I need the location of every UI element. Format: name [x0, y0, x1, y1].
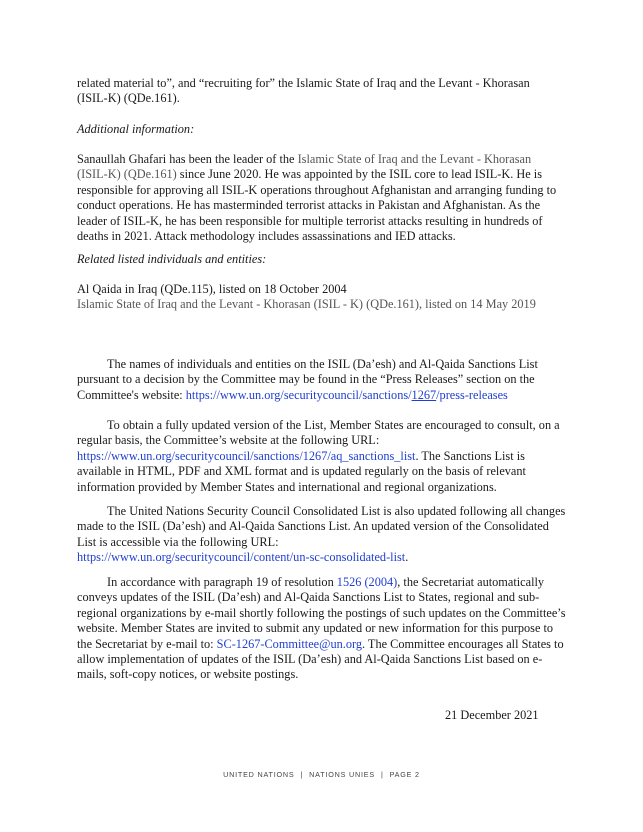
additional-text-a: Sanaullah Ghafari has been the leader of the [77, 152, 298, 166]
additional-info-heading: Additional information: [77, 122, 195, 136]
additional-entity-name: Islamic State of Iraq and the Levant - Khorasan [297, 152, 532, 166]
intro-line-2: (ISIL-K) (QDe.161). [77, 91, 180, 106]
press-releases-link[interactable] [186, 388, 508, 402]
document-date: 21 December 2021 [445, 708, 539, 722]
related-item-1: Al Qaida in Iraq (QDe.115), listed on 18 October 2004 [77, 282, 347, 296]
para4-text-2: , the Secretariat automatically conveys updates of the ISIL (Da’esh) and Al-Qaida Sanctions List to States, regional and sub-regional organizations by e-mail shortly following the postings of such updates on the Committee’s website. Member States are invited to submit any updated or new information for this purpose to the Secretariat by e-mail to: [77, 575, 566, 651]
footer-nations-unies: NATIONS UNIES [309, 770, 375, 779]
committee-email-link[interactable]: SC-1267-Committee@un.org [216, 636, 362, 651]
para2-text-2: . The Sanctions List is available in HTML, PDF and XML format and is updated regularly on the basis of relevant information provided by Member States and international and regional organizations. [77, 448, 526, 494]
sanctions-list-paragraph [77, 418, 567, 495]
consolidated-list-link[interactable]: https://www.un.org/securitycouncil/content/un-sc-consolidated-list [77, 550, 406, 565]
para4-text-3: . The Committee encourages all States to allow implementation of updates of the ISIL (Da’esh) and Al-Qaida Sanctions List based on e-mails, soft-copy notices, or website postings. [77, 636, 564, 682]
related-heading: Related listed individuals and entities: [77, 252, 267, 266]
para2-text: To obtain a fully updated version of the List, Member States are encouraged to consult, on a regular basis, the Committee’s website at the following URL: [77, 418, 560, 448]
resolution-link[interactable]: 1526 (2004) [336, 575, 398, 589]
intro-paragraph [77, 76, 567, 107]
related-list [77, 282, 567, 313]
footer-united-nations: UNITED NATIONS [223, 770, 295, 779]
footer-separator: | [380, 770, 384, 779]
para4-text-1: In accordance with paragraph 19 of resolution [107, 575, 337, 589]
para3-text: The United Nations Security Council Consolidated List is also updated following all changes made to the ISIL (Da’esh) and Al-Qaida Sanctions List. An updated version of the Consolidated List is accessible via the following URL: [77, 504, 566, 549]
press-releases-paragraph [77, 357, 567, 403]
secretariat-paragraph [77, 575, 567, 683]
footer-page-number: PAGE 2 [389, 770, 420, 779]
footer-separator: | [300, 770, 304, 779]
additional-text-d: since June 2020. He was appointed by the ISIL core to lead ISIL-K. He is responsible for approving all ISIL-K operations throughout Afghanistan and arranging funding to conduct operations. He has masterminded terrorist attacks in Pakistan and Afghanistan. As the leader of ISIL-K, he has been responsible for multiple terrorist attacks resulting in hundreds of deaths in 2021. Attack methodology includes assassinations and IED attacks. [77, 167, 557, 244]
page-footer [0, 770, 643, 779]
additional-info-paragraph [77, 152, 567, 244]
link-part-c[interactable]: /press-releases [436, 387, 508, 402]
sanctions-list-link[interactable]: https://www.un.org/securitycouncil/sanctions/1267/aq_sanctions_list [77, 448, 416, 463]
intro-line-1: related material to”, and “recruiting for” the Islamic State of Iraq and the Levant - Khorasan [77, 76, 530, 90]
link-part-b[interactable]: 1267 [411, 387, 437, 402]
link-part-a[interactable]: https://www.un.org/securitycouncil/sanctions/ [185, 387, 412, 402]
related-item-2: Islamic State of Iraq and the Levant - Khorasan (ISIL - K) (QDe.161), listed on 14 May 2019 [77, 297, 536, 312]
additional-entity-code: (ISIL-K) (QDe.161) [77, 167, 177, 182]
para3-end: . [405, 550, 409, 565]
consolidated-list-paragraph [77, 504, 567, 566]
para1-text: The names of individuals and entities on the ISIL (Da’esh) and Al-Qaida Sanctions List pursuant to a decision by the Committee may be found in the “Press Releases” section on the Committee's website: [77, 357, 538, 402]
